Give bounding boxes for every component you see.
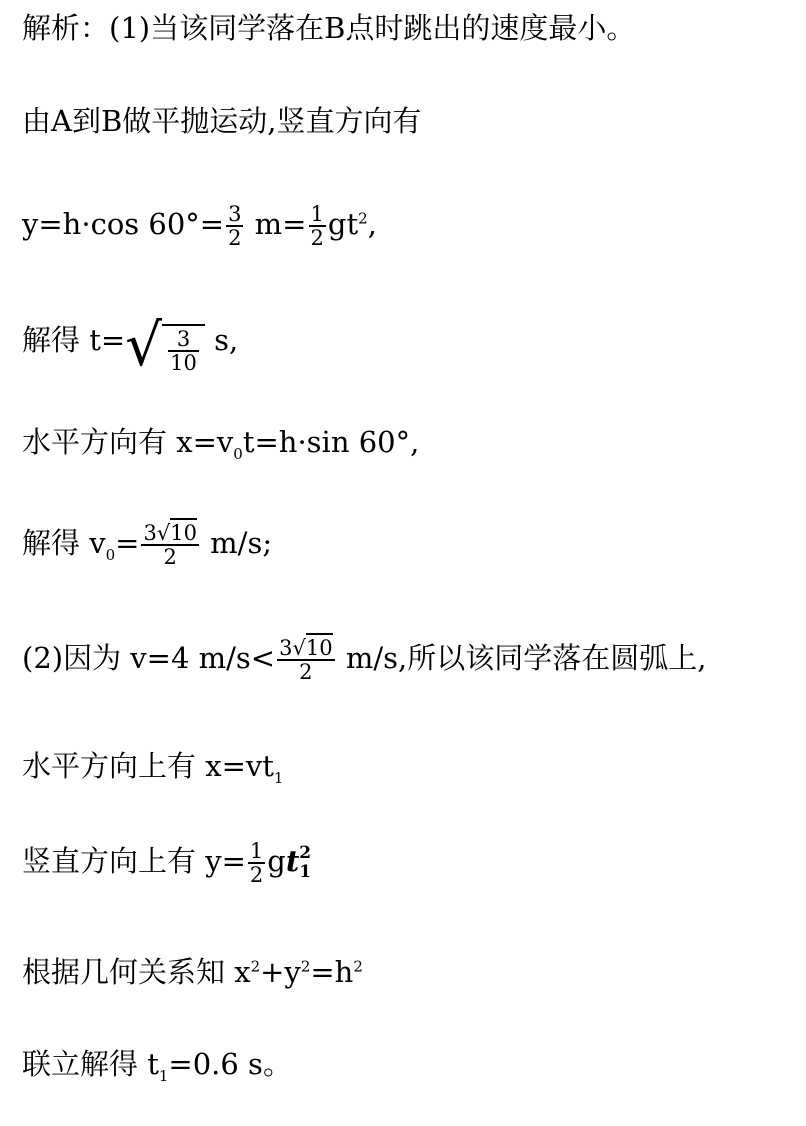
subscript: 1 <box>273 768 284 787</box>
exponent: 2 <box>300 957 311 976</box>
fraction-denominator: 2 <box>299 660 313 685</box>
subscript: 0 <box>233 444 243 463</box>
fraction-three-root-ten-halves <box>277 637 335 683</box>
geometric-relation-line <box>22 955 363 989</box>
comparison-line <box>22 637 706 683</box>
fraction-numerator: 3√10 <box>277 637 335 661</box>
fraction-numerator: 1 <box>310 202 324 226</box>
radicand: 10 <box>170 518 197 545</box>
sub-sup-stack <box>299 844 311 881</box>
equation-text: +y <box>260 955 301 989</box>
equation-text: t=h·sin 60°, <box>242 425 420 459</box>
fraction-denominator: 2 <box>228 226 242 251</box>
fraction-numerator: 1 <box>249 839 264 863</box>
fraction-numerator: 3 <box>228 202 242 226</box>
equation-text: gt <box>327 207 359 242</box>
radicand <box>162 324 205 374</box>
vertical-equation-line <box>22 203 377 249</box>
line-text: 由A到B做平抛运动,竖直方向有 <box>22 104 422 138</box>
fraction-one-half <box>309 203 326 249</box>
square-root <box>125 310 205 379</box>
equation-text: = <box>115 526 140 561</box>
time-solution-line <box>22 310 239 379</box>
equation-text: m/s,所以该同学落在圆弧上, <box>336 641 707 676</box>
equation-text: =0.6 s。 <box>168 1047 292 1081</box>
equation-text: y=h·cos 60°= <box>22 207 225 242</box>
fraction-three-halves <box>226 203 243 249</box>
fraction-one-half <box>248 840 265 886</box>
subscript: 1 <box>158 1066 169 1085</box>
variable-t: t <box>285 844 300 879</box>
fraction-numerator: 3 <box>168 328 199 352</box>
equation-text: 水平方向有 x=v <box>22 425 234 459</box>
fraction-three-tenths <box>168 328 199 374</box>
line-text: 解析：(1)当该同学落在B点时跳出的速度最小。 <box>22 11 636 45</box>
equation-text: m= <box>245 207 307 242</box>
equation-text: s, <box>204 323 239 358</box>
exponent: 2 <box>353 957 363 976</box>
exponent: 2 <box>250 957 261 976</box>
equation-text: 竖直方向上有 y= <box>22 844 246 879</box>
exponent: 2 <box>358 209 368 228</box>
radicand: 10 <box>306 633 333 660</box>
initial-velocity-line <box>22 522 272 568</box>
coefficient: 3 <box>279 636 293 660</box>
fraction-numerator: 3√10 <box>141 522 199 546</box>
equation-text: 根据几何关系知 x <box>22 955 251 989</box>
equation-text: 联立解得 t <box>22 1047 159 1081</box>
equation-text: , <box>367 207 377 242</box>
final-answer-line <box>22 1047 292 1085</box>
equation-text: g <box>267 844 286 879</box>
fraction-three-root-ten-halves <box>141 522 199 568</box>
fraction-denominator: 2 <box>249 863 264 888</box>
solution-heading-line <box>22 11 636 45</box>
vertical-direction-intro <box>22 104 422 138</box>
subscript: 1 <box>299 862 312 883</box>
fraction-denominator: 2 <box>310 226 324 251</box>
radical-sign-icon: √ <box>125 311 163 379</box>
equation-text: 解得 t= <box>22 323 126 358</box>
equation-text: 解得 v <box>22 526 106 561</box>
equation-text: (2)因为 v=4 m/s< <box>22 641 276 676</box>
horizontal-equation-line <box>22 425 420 463</box>
coefficient: 3 <box>143 521 157 545</box>
fraction-denominator: 2 <box>163 545 177 570</box>
fraction-denominator: 10 <box>170 351 197 375</box>
horizontal-motion-line <box>22 749 284 787</box>
equation-text: m/s; <box>200 526 273 561</box>
vertical-motion-line <box>22 840 311 886</box>
equation-text: 水平方向上有 x=vt <box>22 749 274 783</box>
equation-text: =h <box>310 955 354 989</box>
subscript: 0 <box>105 545 116 564</box>
exponent: 2 <box>299 843 312 864</box>
